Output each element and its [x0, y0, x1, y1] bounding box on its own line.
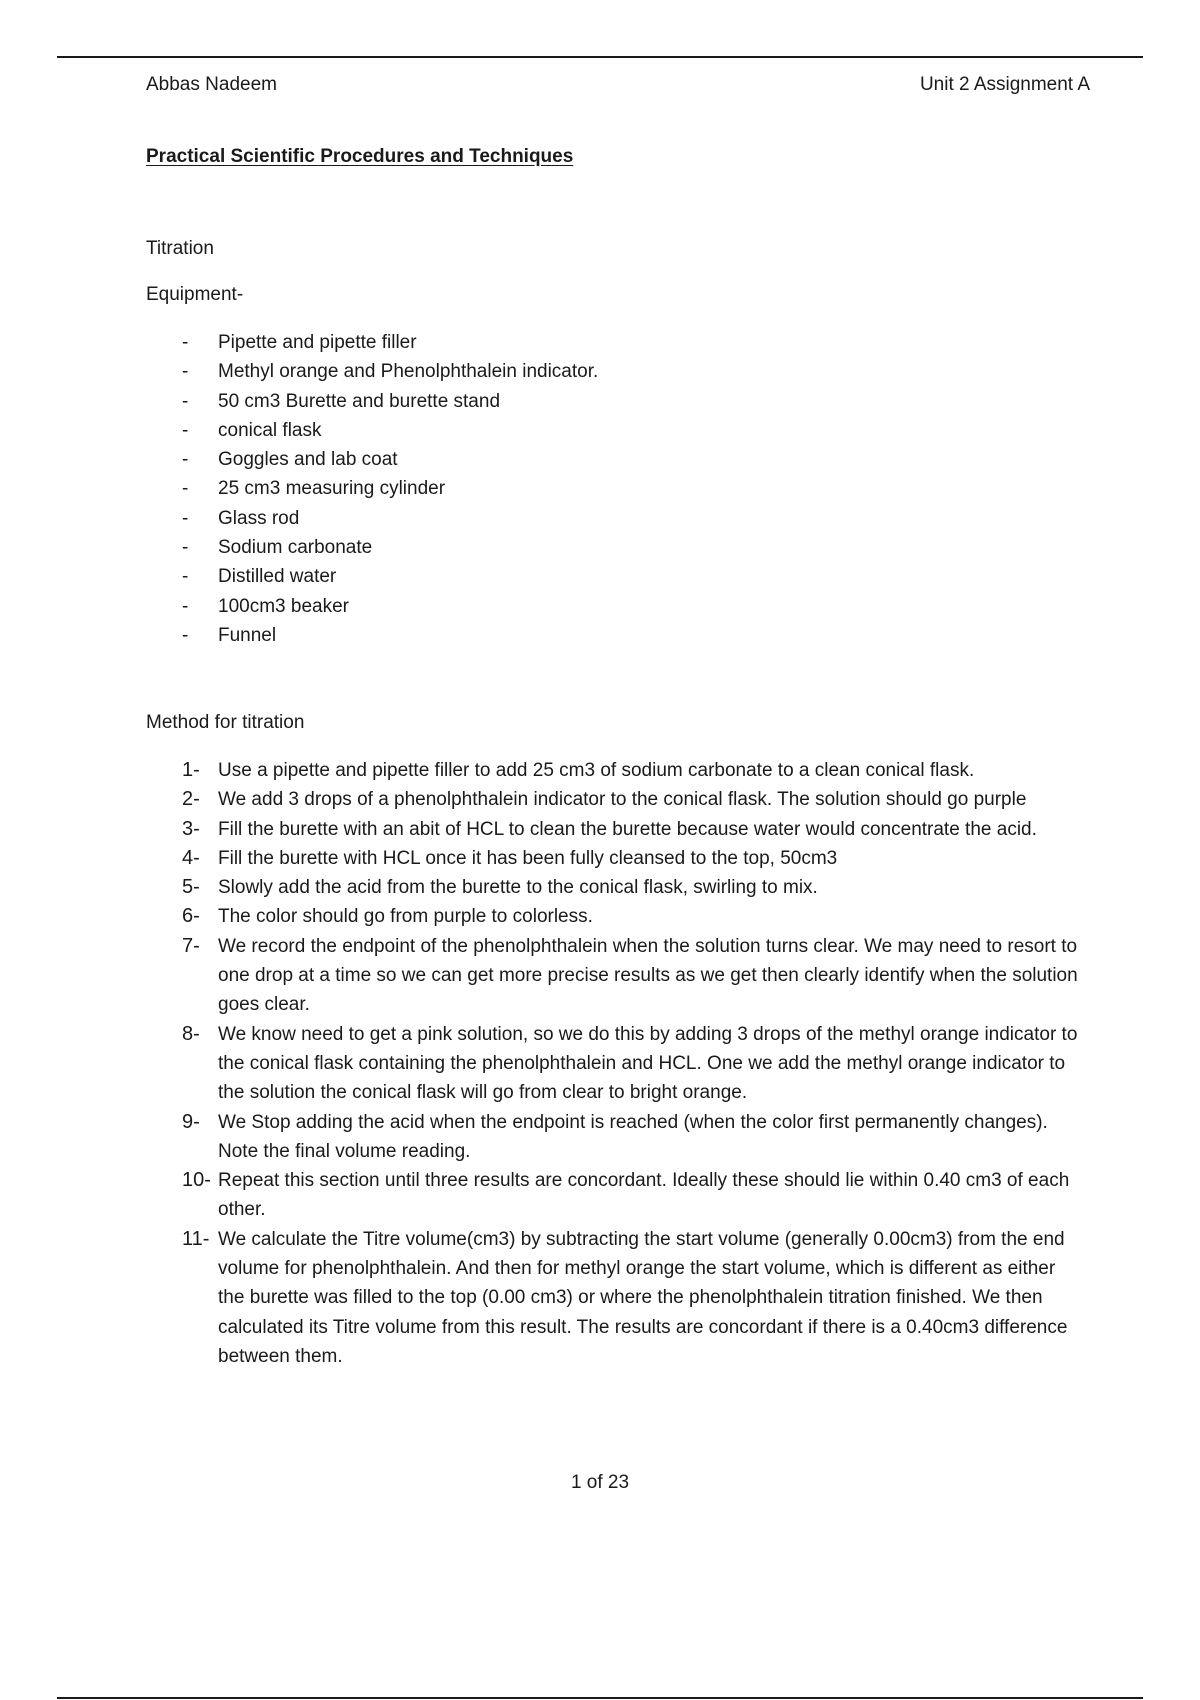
- header-unit: Unit 2 Assignment A: [919, 74, 1090, 95]
- section-heading-titration: Titration: [146, 238, 214, 259]
- method-step-number: 3-: [182, 817, 200, 840]
- method-step-text: We know need to get a pink solution, so we do this by adding 3 drops of the methyl orange indicator to the conical flask containing the phenolphthalein and HCL. One we add the methyl orange indicator to the solution the conical flask will go from clear to bright orange.: [218, 1023, 1078, 1104]
- equipment-item-text: Glass rod: [218, 507, 300, 529]
- bullet-dash: -: [182, 361, 189, 383]
- equipment-item: [146, 416, 598, 445]
- method-step-text: We Stop adding the acid when the endpoint is reached (when the color first permanently changes). Note the final volume reading.: [218, 1111, 1048, 1162]
- equipment-item-text: Goggles and lab coat: [218, 449, 398, 471]
- method-step: [146, 1166, 1086, 1225]
- bullet-dash: -: [182, 507, 189, 529]
- header-author: Abbas Nadeem: [146, 74, 277, 95]
- method-step-number: 5-: [182, 876, 200, 899]
- equipment-item-text: Distilled water: [218, 566, 337, 588]
- method-step: [146, 815, 1086, 844]
- equipment-item-text: Sodium carbonate: [218, 537, 373, 559]
- method-step: [146, 873, 1086, 902]
- method-step: [146, 902, 1086, 931]
- equipment-item: [146, 592, 598, 621]
- section-heading-equipment: Equipment-: [146, 284, 244, 305]
- bullet-dash: -: [182, 566, 189, 588]
- bullet-dash: -: [182, 537, 189, 559]
- bullet-dash: -: [182, 449, 189, 471]
- method-step-number: 6-: [182, 905, 200, 928]
- method-step-number: 7-: [182, 934, 200, 957]
- bullet-dash: -: [182, 595, 189, 617]
- equipment-item: [146, 562, 598, 591]
- equipment-item-text: Pipette and pipette filler: [218, 332, 417, 353]
- method-step: [146, 1225, 1086, 1371]
- bullet-dash: -: [182, 478, 189, 500]
- equipment-item: [146, 328, 598, 357]
- method-step-text: Use a pipette and pipette filler to add 25 cm3 of sodium carbonate to a clean conical flask.: [218, 760, 975, 781]
- equipment-item: [146, 387, 598, 416]
- bullet-dash: -: [182, 419, 189, 441]
- method-step-number: 2-: [182, 788, 200, 811]
- method-step-number: 1-: [182, 759, 200, 781]
- method-step-text: Slowly add the acid from the burette to the conical flask, swirling to mix.: [218, 877, 818, 899]
- method-step-text: We add 3 drops of a phenolphthalein indicator to the conical flask. The solution should go purple: [218, 789, 1027, 811]
- method-step-number: 4-: [182, 846, 200, 869]
- method-step-number: 8-: [182, 1022, 200, 1045]
- equipment-item: [146, 533, 598, 562]
- bullet-dash: -: [182, 332, 189, 353]
- method-step: [146, 932, 1086, 1020]
- equipment-item-text: 25 cm3 measuring cylinder: [218, 478, 446, 500]
- equipment-list: [146, 328, 598, 650]
- equipment-item: [146, 445, 598, 474]
- method-step-text: Fill the burette with an abit of HCL to clean the burette because water would concentrate the acid.: [218, 818, 1037, 840]
- method-step-text: Repeat this section until three results are concordant. Ideally these should lie within 0.40 cm3 of each other.: [218, 1170, 1070, 1221]
- equipment-item: [146, 357, 598, 386]
- method-step-text: The color should go from purple to colorless.: [218, 906, 593, 928]
- bullet-dash: -: [182, 390, 189, 412]
- method-step-number: 9-: [182, 1110, 200, 1133]
- method-step: [146, 844, 1086, 873]
- method-step: [146, 785, 1086, 814]
- page-number: 1 of 23: [570, 1472, 630, 1493]
- equipment-item-text: Funnel: [218, 624, 277, 646]
- top-rule: [57, 56, 1143, 58]
- method-step-number: 10-: [182, 1169, 211, 1192]
- equipment-item-text: conical flask: [218, 419, 322, 441]
- document-title: Practical Scientific Procedures and Techniques: [146, 146, 574, 167]
- method-step-text: We calculate the Titre volume(cm3) by subtracting the start volume (generally 0.00cm3) from the end volume for phenolphthalein. And then for methyl orange the start volume, which is different as either the burette was filled to the top (0.00 cm3) or where the phenolphthalein titration finished. We then calculated its Titre volume from this result. The results are concordant if there is a 0.40cm3 difference between them.: [218, 1228, 1068, 1367]
- method-step-number: 11-: [182, 1227, 210, 1250]
- method-step: [146, 1108, 1086, 1167]
- bullet-dash: -: [182, 624, 189, 646]
- equipment-item: [146, 621, 598, 650]
- method-step: [146, 1020, 1086, 1108]
- method-step-text: We record the endpoint of the phenolphthalein when the solution turns clear. We may need to resort to one drop at a time so we can get more precise results as we get then clearly identify when the solution goes clear.: [218, 935, 1078, 1016]
- method-list: [146, 756, 1086, 1371]
- method-step-text: Fill the burette with HCL once it has been fully cleansed to the top, 50cm3: [218, 847, 838, 869]
- equipment-item: [146, 474, 598, 503]
- equipment-item-text: 50 cm3 Burette and burette stand: [218, 390, 501, 412]
- equipment-item-text: 100cm3 beaker: [218, 595, 349, 617]
- equipment-item-text: Methyl orange and Phenolphthalein indicator.: [218, 361, 599, 383]
- equipment-item: [146, 504, 598, 533]
- method-step: [146, 756, 1086, 785]
- section-heading-method: Method for titration: [146, 712, 305, 733]
- bottom-rule: [57, 1697, 1143, 1699]
